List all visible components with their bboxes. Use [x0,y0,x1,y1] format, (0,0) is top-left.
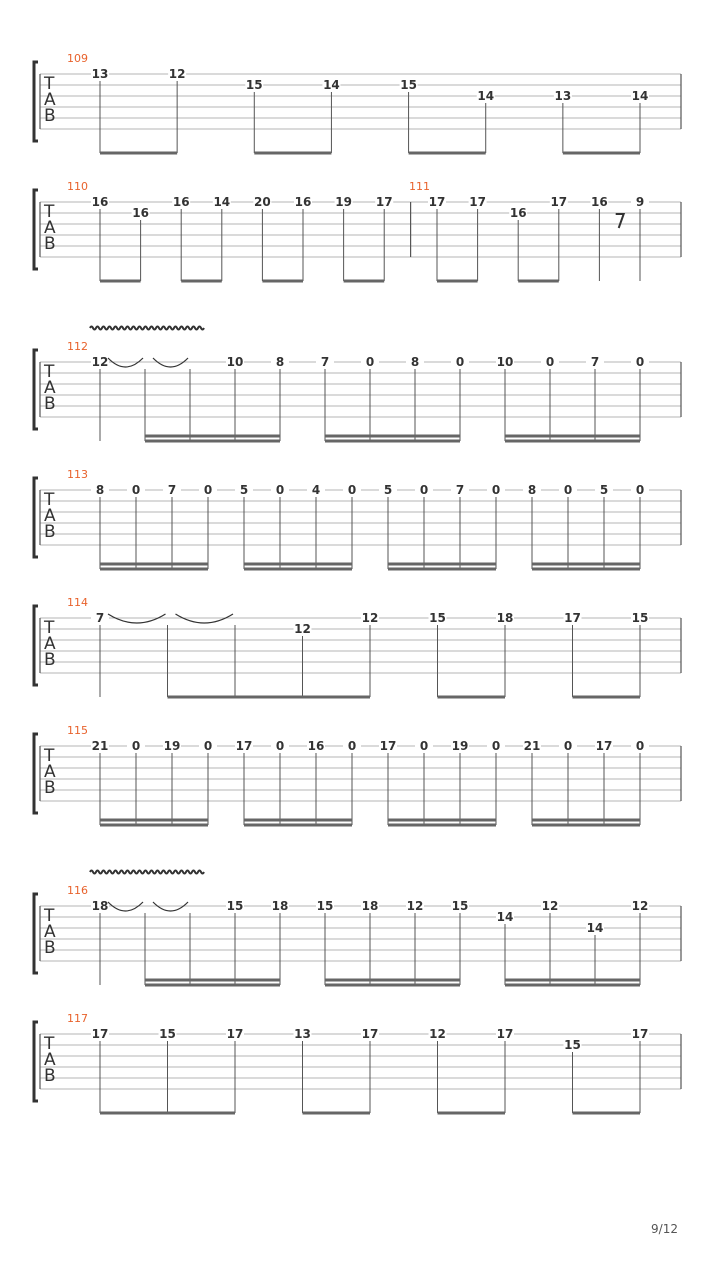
fret-number: 9 [635,195,645,209]
tab-clef-letter: A [44,1050,56,1070]
measure-number: 112 [67,340,88,353]
fret-number: 15 [451,899,469,913]
fret-number: 0 [563,483,573,497]
fret-number: 15 [631,611,649,625]
fret-number: 0 [131,483,141,497]
fret-number: 18 [91,899,109,913]
fret-number: 17 [235,739,253,753]
fret-number: 0 [455,355,465,369]
fret-number: 8 [410,355,420,369]
fret-number: 14 [631,89,649,103]
system-bracket [34,734,38,813]
fret-number: 7 [95,611,105,625]
fret-number: 8 [95,483,105,497]
fret-number: 12 [541,899,559,913]
measure-number: 116 [67,884,88,897]
tab-clef-letter: T [44,202,55,222]
tab-clef-letter: A [44,218,56,238]
fret-number: 12 [361,611,379,625]
rest-icon [616,214,624,228]
tab-clef-letter: T [44,362,55,382]
system-bracket [34,190,38,269]
fret-number: 14 [323,78,340,92]
fret-number: 12 [631,899,649,913]
fret-number: 12 [294,622,311,636]
fret-number: 0 [563,739,573,753]
fret-number: 12 [168,67,186,81]
fret-number: 0 [635,483,645,497]
fret-number: 0 [545,355,555,369]
page-number: 9/12 [651,1222,678,1236]
fret-number: 5 [383,483,393,497]
tab-clef-letter: T [44,746,55,766]
measure-number: 115 [67,724,88,737]
system-bracket [34,350,38,429]
fret-number: 21 [91,739,109,753]
tab-clef-letter: B [44,650,56,670]
fret-number: 20 [254,195,271,209]
fret-number: 15 [316,899,334,913]
tab-clef-letter: T [44,490,55,510]
tab-clef-letter: T [44,906,55,926]
fret-number: 13 [554,89,572,103]
tab-clef-letter: B [44,106,56,126]
fret-number: 0 [347,483,357,497]
fret-number: 16 [294,195,312,209]
fret-number: 7 [455,483,465,497]
fret-number: 12 [91,355,109,369]
tab-clef-letter: A [44,378,56,398]
tab-clef-letter: B [44,938,56,958]
fret-number: 0 [347,739,357,753]
fret-number: 14 [496,910,514,924]
tab-system [34,596,681,697]
fret-number: 16 [172,195,190,209]
fret-number: 0 [131,739,141,753]
fret-number: 0 [419,739,429,753]
fret-number: 0 [275,483,285,497]
measure-number: 109 [67,52,88,65]
fret-number: 0 [419,483,429,497]
fret-number: 17 [631,1027,649,1041]
tab-clef-letter: B [44,234,56,254]
vibrato-line [90,871,204,874]
fret-number: 13 [91,67,109,81]
fret-number: 15 [564,1038,581,1052]
fret-number: 7 [320,355,330,369]
fret-number: 16 [132,206,149,220]
tab-clef-letter: B [44,778,56,798]
measure-number: 114 [67,596,88,609]
fret-number: 15 [400,78,417,92]
tab-system [34,52,681,153]
tab-system [34,1012,681,1113]
fret-number: 0 [491,483,501,497]
fret-number: 14 [586,921,604,935]
tab-clef-letter: A [44,762,56,782]
fret-number: 13 [294,1027,311,1041]
fret-number: 17 [91,1027,109,1041]
measure-number: 113 [67,468,88,481]
fret-number: 17 [428,195,446,209]
system-bracket [34,62,38,141]
fret-number: 17 [226,1027,244,1041]
fret-number: 8 [275,355,285,369]
system-bracket [34,606,38,685]
fret-number: 7 [590,355,600,369]
vibrato-line [90,327,204,330]
measure-number: 111 [408,180,430,193]
system-bracket [34,894,38,973]
tab-system [34,468,681,569]
fret-number: 16 [509,206,527,220]
tab-clef-letter: A [44,506,56,526]
fret-number: 18 [496,611,514,625]
fret-number: 17 [550,195,568,209]
fret-number: 17 [361,1027,379,1041]
fret-number: 16 [307,739,325,753]
fret-number: 0 [635,355,645,369]
measure-number: 110 [67,180,88,193]
fret-number: 0 [365,355,375,369]
fret-number: 10 [496,355,514,369]
fret-number: 0 [275,739,285,753]
system-bracket [34,1022,38,1101]
tab-clef-letter: A [44,90,56,110]
fret-number: 15 [429,611,446,625]
fret-number: 17 [469,195,486,209]
fret-number: 14 [477,89,495,103]
fret-number: 17 [375,195,393,209]
fret-number: 5 [239,483,249,497]
system-bracket [34,478,38,557]
tab-clef-letter: T [44,618,55,638]
tab-clef-letter: B [44,1066,56,1086]
fret-number: 17 [496,1027,514,1041]
fret-number: 17 [595,739,613,753]
fret-number: 4 [311,483,321,497]
fret-number: 19 [335,195,352,209]
fret-number: 10 [226,355,244,369]
fret-number: 17 [564,611,581,625]
fret-number: 19 [451,739,469,753]
fret-number: 8 [527,483,537,497]
tab-clef-letter: T [44,74,55,94]
fret-number: 16 [591,195,608,209]
fret-number: 14 [213,195,231,209]
tab-system [34,724,681,825]
fret-number: 7 [167,483,177,497]
fret-number: 15 [226,899,244,913]
tab-clef-letter: A [44,634,56,654]
fret-number: 15 [245,78,263,92]
fret-number: 19 [163,739,181,753]
measure-number: 117 [67,1012,88,1025]
tab-clef-letter: A [44,922,56,942]
tab-clef-letter: T [44,1034,55,1054]
fret-number: 12 [406,899,424,913]
fret-number: 5 [599,483,609,497]
fret-number: 0 [635,739,645,753]
fret-number: 0 [203,483,213,497]
fret-number: 21 [523,739,541,753]
tab-system [34,871,681,986]
fret-number: 15 [159,1027,176,1041]
fret-number: 16 [91,195,109,209]
fret-number: 18 [361,899,379,913]
fret-number: 12 [429,1027,446,1041]
tab-clef-letter: B [44,522,56,542]
fret-number: 0 [203,739,213,753]
tab-clef-letter: B [44,394,56,414]
tab-system [34,327,681,442]
fret-number: 18 [271,899,289,913]
fret-number: 17 [379,739,397,753]
tab-system [34,180,681,281]
fret-number: 0 [491,739,501,753]
